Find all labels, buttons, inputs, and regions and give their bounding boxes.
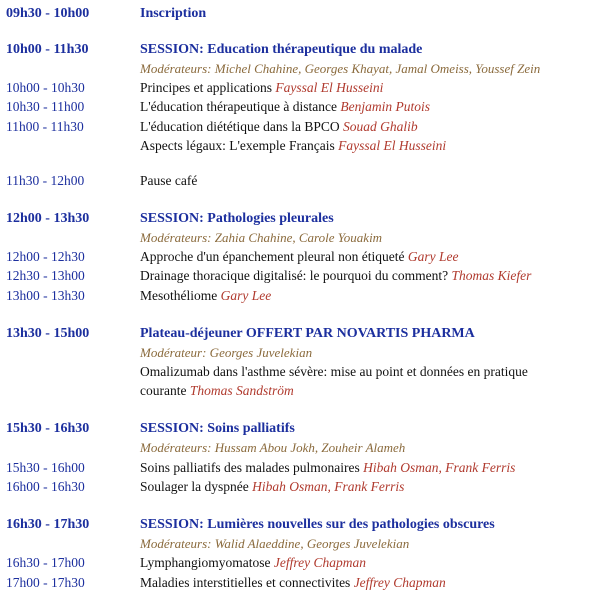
program-row bbox=[0, 78, 601, 97]
talk-cell bbox=[140, 458, 601, 477]
talk-speaker: Benjamin Putois bbox=[340, 99, 430, 115]
talk-time: 13h00 - 13h30 bbox=[6, 287, 85, 303]
program-row bbox=[0, 40, 601, 60]
talk-cell bbox=[140, 477, 601, 496]
session-title: SESSION: Lumières nouvelles sur des pathologies obscures bbox=[140, 517, 495, 533]
session-title-cell bbox=[140, 4, 601, 24]
talk-time: 16h00 - 16h30 bbox=[6, 478, 85, 494]
talk-time: 11h00 - 11h30 bbox=[6, 118, 84, 134]
program-row bbox=[0, 477, 601, 496]
talk-continuation-text: courante bbox=[140, 383, 190, 399]
session-time: 10h00 - 11h30 bbox=[6, 41, 89, 57]
spacer bbox=[0, 305, 601, 324]
talk-title: L'éducation thérapeutique à distance bbox=[140, 99, 341, 115]
session-time: 13h30 - 15h00 bbox=[6, 325, 90, 341]
program-row bbox=[0, 136, 601, 155]
talk-time: 12h00 - 12h30 bbox=[6, 249, 85, 265]
talk-time: 12h30 - 13h00 bbox=[6, 268, 85, 284]
spacer bbox=[0, 400, 601, 419]
talk-title: Omalizumab dans l'asthme sévère: mise au point et données en pratique bbox=[140, 364, 528, 380]
spacer bbox=[0, 24, 601, 40]
talk-speaker: Fayssal El Husseini bbox=[338, 137, 447, 153]
program-row bbox=[0, 247, 601, 266]
talk-cell bbox=[140, 266, 601, 285]
program-row bbox=[0, 117, 601, 136]
session-time: 15h30 - 16h30 bbox=[6, 421, 90, 437]
talk-continuation bbox=[0, 381, 601, 400]
spacer bbox=[0, 155, 601, 171]
talk-cell bbox=[140, 286, 601, 305]
program-row bbox=[0, 266, 601, 285]
talk-title: Soins palliatifs des malades pulmonaires bbox=[140, 459, 364, 475]
talk-speaker: Hibah Osman, Frank Ferris bbox=[252, 478, 405, 494]
program-row bbox=[0, 458, 601, 477]
talk-title: Aspects légaux: L'exemple Français bbox=[140, 137, 339, 153]
talk-speaker: Thomas Kiefer bbox=[451, 268, 532, 284]
session-title: SESSION: Pathologies pleurales bbox=[140, 210, 334, 226]
session-title: SESSION: Soins palliatifs bbox=[140, 421, 295, 437]
talk-title: Mesothéliome bbox=[140, 287, 221, 303]
session-title-cell bbox=[140, 209, 601, 229]
talk-title: L'éducation diététique dans la BPCO bbox=[140, 118, 344, 134]
talk-speaker: Thomas Sandström bbox=[189, 383, 294, 399]
program-row bbox=[0, 324, 601, 344]
talk-title: Drainage thoracique digitalisé: le pourquoi du comment? bbox=[140, 268, 452, 284]
program-row bbox=[0, 573, 601, 592]
session-title-cell bbox=[140, 419, 601, 439]
talk-cell bbox=[140, 97, 601, 116]
program-row bbox=[0, 4, 601, 24]
talk-speaker: Gary Lee bbox=[407, 249, 459, 265]
session-title: SESSION: Education thérapeutique du malade bbox=[140, 41, 423, 57]
talk-cell bbox=[140, 362, 601, 381]
talk-speaker: Gary Lee bbox=[220, 287, 272, 303]
session-title: Inscription bbox=[140, 6, 207, 21]
talk-speaker: Fayssal El Husseini bbox=[275, 80, 384, 96]
session-time: 09h30 - 10h00 bbox=[6, 6, 90, 21]
talk-title: Approche d'un épanchement pleural non étiqueté bbox=[140, 249, 408, 265]
talk-title: Principes et applications bbox=[140, 80, 276, 96]
talk-speaker: Jeffrey Chapman bbox=[353, 574, 446, 590]
program-row bbox=[0, 362, 601, 381]
program-row bbox=[0, 97, 601, 116]
spacer bbox=[0, 190, 601, 209]
talk-cell bbox=[140, 247, 601, 266]
session-title-cell bbox=[140, 324, 601, 344]
talk-speaker: Souad Ghalib bbox=[343, 118, 418, 134]
talk-title: Lymphangiomyomatose bbox=[140, 555, 274, 571]
spacer bbox=[0, 496, 601, 515]
session-time: 16h30 - 17h30 bbox=[6, 517, 90, 533]
talk-time: 10h00 - 10h30 bbox=[6, 80, 85, 96]
session-moderators: Modérateur: Georges Juvelekian bbox=[140, 344, 313, 360]
talk-cell bbox=[140, 117, 601, 136]
talk-time: 15h30 - 16h00 bbox=[6, 459, 85, 475]
session-title-cell bbox=[140, 40, 601, 60]
break-time: 11h30 - 12h00 bbox=[6, 172, 85, 188]
talk-cell bbox=[140, 136, 601, 155]
session-title-cell bbox=[140, 515, 601, 535]
talk-time: 10h30 - 11h00 bbox=[6, 99, 85, 115]
session-moderators: Modérateurs: Michel Chahine, Georges Khayat, Jamal Omeiss, Youssef Zein bbox=[140, 60, 541, 76]
program-row bbox=[0, 171, 601, 190]
session-time: 12h00 - 13h30 bbox=[6, 210, 90, 226]
session-title: Plateau-déjeuner OFFERT PAR NOVARTIS PHARMA bbox=[140, 325, 475, 341]
session-moderators: Modérateurs: Walid Alaeddine, Georges Juvelekian bbox=[140, 535, 410, 551]
session-moderators: Modérateurs: Zahia Chahine, Carole Youakim bbox=[140, 229, 383, 245]
program-row bbox=[0, 209, 601, 229]
session-moderators: Modérateurs: Hussam Abou Jokh, Zouheir Alameh bbox=[140, 440, 406, 456]
talk-speaker: Jeffrey Chapman bbox=[273, 555, 366, 571]
talk-cell bbox=[140, 78, 601, 97]
talk-title: Soulager la dyspnée bbox=[140, 478, 253, 494]
program-row bbox=[0, 419, 601, 439]
break-cell bbox=[140, 171, 601, 190]
talk-title: Maladies interstitielles et connectivites bbox=[140, 574, 354, 590]
talk-time: 17h00 - 17h30 bbox=[6, 574, 85, 590]
talk-cell bbox=[140, 553, 601, 572]
talk-speaker: Hibah Osman, Frank Ferris bbox=[363, 459, 516, 475]
talk-cell bbox=[140, 573, 601, 592]
program-row bbox=[0, 553, 601, 572]
program-row bbox=[0, 286, 601, 305]
program-row bbox=[0, 515, 601, 535]
talk-time: 16h30 - 17h00 bbox=[6, 555, 85, 571]
break-label: Pause café bbox=[140, 172, 198, 188]
